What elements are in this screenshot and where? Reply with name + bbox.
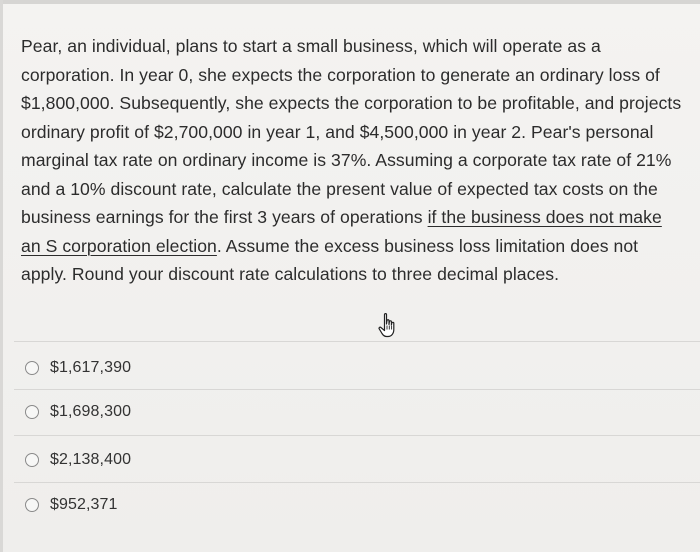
answer-option-2[interactable] — [0, 389, 700, 435]
question-text-end: . Assume the excess business loss limitation does not apply. Round your discount rate calculations to three decimal places. — [21, 235, 639, 284]
question-text — [21, 32, 683, 289]
answer-option-3[interactable] — [0, 437, 700, 483]
top-border — [0, 0, 700, 4]
hand-pointer-icon — [376, 312, 400, 340]
radio-button[interactable] — [25, 361, 39, 375]
radio-button[interactable] — [25, 405, 39, 419]
radio-button[interactable] — [25, 453, 39, 467]
answer-option-label: $1,698,300 — [50, 403, 132, 420]
answer-option-label: $2,138,400 — [50, 451, 132, 468]
answer-option-1[interactable] — [0, 345, 700, 391]
answer-option-4[interactable] — [0, 482, 700, 528]
question-text-underlined: if the business does not make an S corporation election — [21, 207, 662, 256]
divider — [14, 341, 700, 342]
answer-option-label: $1,617,390 — [50, 359, 132, 376]
radio-button[interactable] — [25, 498, 39, 512]
question-text-start: Pear, an individual, plans to start a small business, which will operate as a corporation. In year 0, she expects the corporation to generate an ordinary loss of $1,800,000. Subsequently, she expects the corporation to be profitable, and projects ordinary profit of $2,700,000 in year 1, and $4,500,000 in year 2. Pear's personal marginal tax rate on ordinary income is 37%. Assuming a corporate tax rate of 21% and a 10% discount rate, calculate the present value of expected tax costs on the business earnings for the first 3 years of operations — [21, 36, 682, 227]
answer-option-label: $952,371 — [50, 496, 118, 513]
divider — [14, 435, 700, 436]
